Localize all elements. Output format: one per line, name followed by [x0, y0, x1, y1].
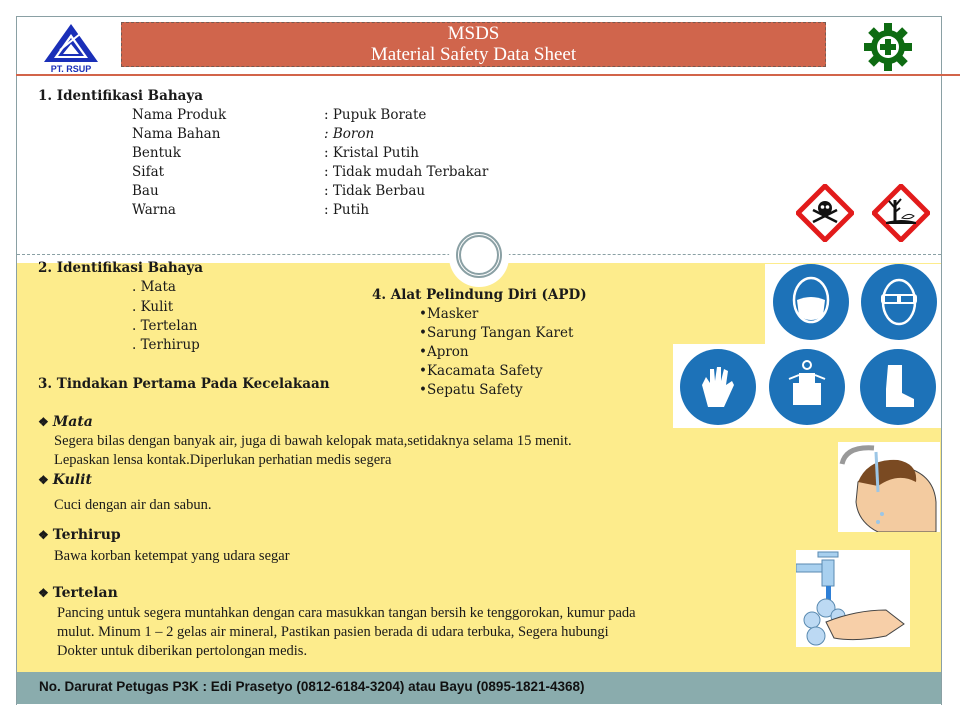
- company-logo: [40, 22, 102, 74]
- section2-item: . Kulit: [132, 299, 174, 315]
- first-aid-eye-text: [54, 432, 572, 470]
- ppe-item: •Kacamata Safety: [419, 363, 543, 379]
- diamond-bullet-icon: ❖: [38, 473, 49, 487]
- emergency-contact-footer: No. Darurat Petugas P3K : Edi Prasetyo (0812-6184-3204) atau Bayu (0895-1821-4368): [17, 672, 941, 704]
- boots-icon: [860, 349, 936, 425]
- field-value: : Putih: [324, 202, 370, 218]
- diamond-bullet-icon: ❖: [38, 528, 49, 542]
- first-aid-skin-title: [38, 472, 92, 488]
- subsection-title: Terhirup: [52, 527, 121, 543]
- field-value: : Pupuk Borate: [324, 107, 427, 123]
- document-title: [121, 22, 826, 67]
- ppe-item: •Sarung Tangan Karet: [419, 325, 574, 341]
- title-line-1: MSDS: [447, 23, 500, 44]
- section1-heading: 1. Identifikasi Bahaya: [38, 88, 203, 104]
- field-label: Sifat: [132, 164, 165, 180]
- section2-item: . Mata: [132, 279, 176, 295]
- section2-item: . Terhirup: [132, 337, 200, 353]
- section4-heading: 4. Alat Pelindung Diri (APD): [372, 287, 587, 303]
- green-gear-cross-icon: [860, 22, 916, 72]
- field-value: : Tidak mudah Terbakar: [324, 164, 489, 180]
- first-aid-inhale-text: [54, 547, 290, 566]
- section2-item: . Tertelan: [132, 318, 198, 334]
- logo-text: PT. RSUP: [50, 64, 92, 74]
- mask-icon: [773, 264, 849, 340]
- field-label: Bentuk: [132, 145, 181, 161]
- field-label: Nama Bahan: [132, 126, 221, 142]
- hand-wash-illustration: [796, 550, 910, 647]
- field-value: : Kristal Putih: [324, 145, 419, 161]
- text-line: Dokter untuk diberikan pertolongan medis.: [57, 643, 308, 659]
- divider-ornament-inner: [459, 235, 499, 275]
- text-line: Pancing untuk segera muntahkan dengan cara masukkan tangan bersih ke tenggorokan, kumur pada: [57, 605, 636, 621]
- first-aid-skin-text: [54, 496, 211, 515]
- field-label: Nama Produk: [132, 107, 227, 123]
- header-divider: [16, 74, 960, 76]
- section2-heading: 2. Identifikasi Bahaya: [38, 260, 203, 276]
- field-label: Warna: [132, 202, 176, 218]
- text-line: Bawa korban ketempat yang udara segar: [54, 548, 290, 564]
- first-aid-inhale-title: [38, 527, 121, 543]
- diamond-bullet-icon: ❖: [38, 586, 49, 600]
- environment-hazard-icon: [872, 184, 930, 242]
- text-line: mulut. Minum 1 – 2 gelas air mineral, Pastikan pasien berada di udara terbuka, Segera hubungi: [57, 624, 609, 640]
- skull-crossbones-icon: [796, 184, 854, 242]
- text-line: Lepaskan lensa kontak.Diperlukan perhatian medis segera: [54, 452, 392, 468]
- subsection-title: Mata: [52, 414, 93, 430]
- gloves-icon: [680, 349, 756, 425]
- field-value: : Tidak Berbau: [324, 183, 426, 199]
- subsection-title: Tertelan: [52, 585, 118, 601]
- text-line: Segera bilas dengan banyak air, juga di bawah kelopak mata,setidaknya selama 15 menit.: [54, 433, 572, 449]
- apron-icon: [769, 349, 845, 425]
- goggles-icon: [861, 264, 937, 340]
- subsection-title: Kulit: [52, 472, 92, 488]
- ppe-item: •Sepatu Safety: [419, 382, 523, 398]
- first-aid-eye-title: [38, 414, 93, 430]
- first-aid-swallow-title: [38, 585, 118, 601]
- section3-heading: 3. Tindakan Pertama Pada Kecelakaan: [38, 376, 330, 392]
- eye-wash-illustration: [838, 442, 940, 532]
- text-line: Cuci dengan air dan sabun.: [54, 497, 212, 513]
- first-aid-swallow-text: [57, 604, 636, 661]
- field-value: : Boron: [324, 126, 375, 142]
- title-line-2: Material Safety Data Sheet: [370, 44, 577, 65]
- field-label: Bau: [132, 183, 159, 199]
- ppe-item: •Masker: [419, 306, 479, 322]
- ppe-item: •Apron: [419, 344, 469, 360]
- diamond-bullet-icon: ❖: [38, 415, 49, 429]
